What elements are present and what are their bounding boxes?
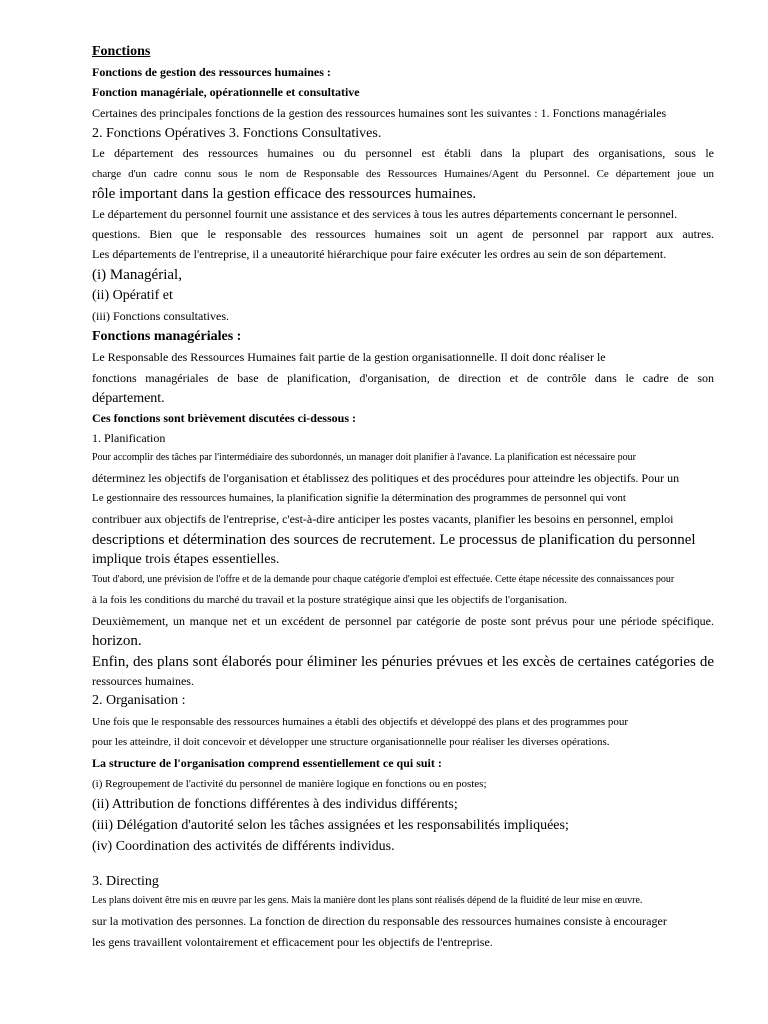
list-item: (i) Regroupement de l'activité du personnel de manière logique en fonctions ou en postes; bbox=[92, 778, 487, 790]
paragraph-line: département. bbox=[92, 391, 165, 406]
section-subheading: Fonction managériale, opérationnelle et consultative bbox=[92, 85, 360, 99]
section-heading: La structure de l'organisation comprend essentiellement ce qui suit : bbox=[92, 756, 442, 770]
paragraph-line: implique trois étapes essentielles. bbox=[92, 552, 280, 567]
paragraph-line: horizon. bbox=[92, 633, 142, 649]
paragraph-line: Certaines des principales fonctions de la gestion des ressources humaines sont les suivantes : 1. Fonctions managériales bbox=[92, 106, 667, 120]
section-heading: Fonctions de gestion des ressources humaines : bbox=[92, 65, 331, 79]
paragraph-line: Le département des ressources humaines ou du personnel est établi dans la plupart des organisations, sous le bbox=[92, 146, 714, 160]
paragraph-line: fonctions managériales de base de planification, d'organisation, de direction et de contrôle dans le cadre de son bbox=[92, 371, 714, 385]
subsection-heading: 1. Planification bbox=[92, 431, 166, 445]
paragraph-line: Pour accomplir des tâches par l'intermédiaire des subordonnés, un manager doit planifier à l'avance. La planification est nécessaire pour bbox=[92, 452, 636, 463]
paragraph-line: Une fois que le responsable des ressources humaines a établi des objectifs et développé des plans et des programmes pour bbox=[92, 716, 629, 728]
paragraph-line: Le département du personnel fournit une assistance et des services à tous les autres départements concernant le personnel. bbox=[92, 207, 678, 221]
paragraph-line: Tout d'abord, une prévision de l'offre et de la demande pour chaque catégorie d'emploi est effectuée. Cette étape nécessite des connaissances pour bbox=[92, 574, 675, 585]
subsection-heading: 2. Organisation : bbox=[92, 693, 186, 708]
paragraph-line: Le Responsable des Ressources Humaines fait partie de la gestion organisationnelle. Il doit donc réaliser le bbox=[92, 350, 606, 364]
list-item: (i) Managérial, bbox=[92, 267, 182, 283]
paragraph-line: questions. Bien que le responsable des ressources humaines soit un agent de personnel par rapport aux autres. bbox=[92, 227, 714, 241]
paragraph-line: Les plans doivent être mis en œuvre par les gens. Mais la manière dont les plans sont réalisés dépend de la fluidité de leur mise en œuvre. bbox=[92, 895, 643, 906]
paragraph-line: à la fois les conditions du marché du travail et la posture stratégique ainsi que les objectifs de l'organisation. bbox=[92, 594, 567, 606]
paragraph-line: contribuer aux objectifs de l'entreprise, c'est-à-dire anticiper les postes vacants, planifier les besoins en personnel, emploi bbox=[92, 512, 674, 526]
paragraph-line: Enfin, des plans sont élaborés pour éliminer les pénuries prévues et les excès de certaines catégories de bbox=[92, 654, 714, 670]
paragraph-line: ressources humaines. bbox=[92, 674, 194, 688]
list-item: (iii) Fonctions consultatives. bbox=[92, 309, 229, 323]
paragraph-line: sur la motivation des personnes. La fonction de direction du responsable des ressources humaines consiste à encourager bbox=[92, 914, 667, 928]
paragraph-line: charge d'un cadre connu sous le nom de Responsable des Ressources Humaines/Agent du Personnel. Ce département joue un bbox=[92, 168, 714, 180]
subsection-heading: 3. Directing bbox=[92, 874, 159, 889]
paragraph-line: Le gestionnaire des ressources humaines, la planification signifie la détermination des programmes de personnel qui vont bbox=[92, 492, 626, 504]
paragraph-line: les gens travaillent volontairement et efficacement pour les objectifs de l'entreprise. bbox=[92, 935, 493, 949]
paragraph-line: Deuxièmement, un manque net et un excédent de personnel par catégorie de poste sont prévus pour une période spécifique. bbox=[92, 614, 714, 628]
paragraph-line: déterminez les objectifs de l'organisation et établissez des politiques et des procédures pour atteindre les objectifs. Pour un bbox=[92, 471, 680, 485]
paragraph-line: descriptions et détermination des sources de recrutement. Le processus de planification du personnel bbox=[92, 532, 696, 548]
list-item: (iv) Coordination des activités de différents individus. bbox=[92, 839, 395, 854]
document-title: Fonctions bbox=[92, 44, 151, 59]
paragraph-line: rôle important dans la gestion efficace des ressources humaines. bbox=[92, 186, 477, 202]
list-item: (ii) Attribution de fonctions différentes à des individus différents; bbox=[92, 797, 458, 812]
paragraph-line: pour les atteindre, il doit concevoir et développer une structure organisationnelle pour réaliser les diverses opérations. bbox=[92, 736, 610, 748]
document-page bbox=[92, 42, 714, 952]
list-item: (ii) Opératif et bbox=[92, 288, 173, 303]
section-heading: Fonctions managériales : bbox=[92, 329, 242, 344]
paragraph-line: Les départements de l'entreprise, il a uneautorité hiérarchique pour faire exécuter les ordres au sein de son département. bbox=[92, 247, 667, 261]
list-item: (iii) Délégation d'autorité selon les tâches assignées et les responsabilités impliquées; bbox=[92, 818, 569, 833]
section-heading: Ces fonctions sont brièvement discutées ci-dessous : bbox=[92, 411, 356, 425]
paragraph-line: 2. Fonctions Opératives 3. Fonctions Consultatives. bbox=[92, 126, 382, 141]
